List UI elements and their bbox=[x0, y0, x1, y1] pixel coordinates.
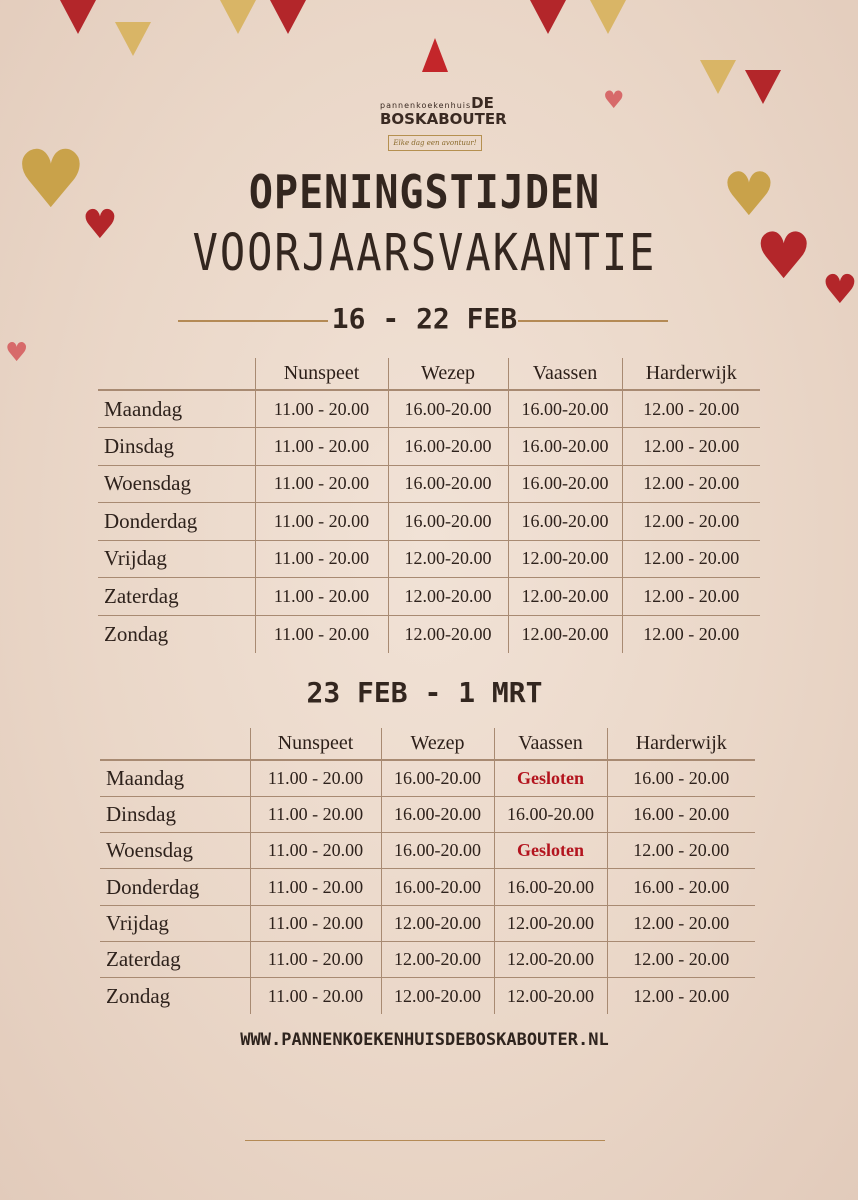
column-header: Vaassen bbox=[494, 728, 607, 760]
hours-cell: 16.00-20.00 bbox=[381, 833, 494, 869]
date-range-1: 16 - 22 FEB bbox=[331, 302, 518, 335]
hours-cell: 12.00-20.00 bbox=[381, 978, 494, 1014]
hours-cell: 16.00-20.00 bbox=[494, 869, 607, 905]
heart-icon: ♥ bbox=[755, 220, 813, 294]
table-row bbox=[98, 615, 760, 653]
hours-cell: 11.00 - 20.00 bbox=[255, 540, 388, 578]
column-header: Harderwijk bbox=[607, 728, 755, 760]
logo-name: BOSKABOUTER bbox=[380, 110, 507, 128]
day-label: Donderdag bbox=[98, 503, 255, 541]
hours-cell: 12.00-20.00 bbox=[388, 578, 508, 616]
header-row bbox=[98, 358, 760, 390]
hours-cell: 12.00 - 20.00 bbox=[622, 390, 760, 428]
table-row bbox=[98, 503, 760, 541]
hours-cell: 12.00-20.00 bbox=[388, 540, 508, 578]
column-header: Nunspeet bbox=[255, 358, 388, 390]
hours-cell: 12.00 - 20.00 bbox=[607, 941, 755, 977]
ornament-divider bbox=[245, 1140, 605, 1141]
heart-icon: ♥ bbox=[822, 267, 858, 313]
bunting-flag bbox=[590, 0, 626, 34]
hours-cell: 12.00 - 20.00 bbox=[622, 503, 760, 541]
hours-cell: 16.00-20.00 bbox=[508, 503, 622, 541]
hours-table-1 bbox=[98, 358, 760, 653]
bunting-flag bbox=[115, 22, 151, 56]
date-range-2: 23 FEB - 1 MRT bbox=[306, 676, 543, 709]
day-label: Maandag bbox=[100, 760, 250, 796]
hours-cell: 11.00 - 20.00 bbox=[250, 796, 381, 832]
bunting-flag bbox=[745, 70, 781, 104]
hours-cell: 11.00 - 20.00 bbox=[255, 465, 388, 503]
hours-cell: 16.00 - 20.00 bbox=[607, 796, 755, 832]
day-label: Zondag bbox=[100, 978, 250, 1014]
hours-cell: 16.00-20.00 bbox=[381, 796, 494, 832]
heart-icon: ♥ bbox=[5, 338, 29, 368]
hours-cell: 16.00-20.00 bbox=[388, 503, 508, 541]
page-subtitle: VOORJAARSVAKANTIE bbox=[192, 223, 657, 282]
hours-cell: 16.00-20.00 bbox=[381, 760, 494, 796]
hours-cell: 16.00-20.00 bbox=[494, 796, 607, 832]
table-row bbox=[98, 465, 760, 503]
corner-cell bbox=[98, 358, 255, 390]
hours-cell: 11.00 - 20.00 bbox=[255, 615, 388, 653]
column-header: Wezep bbox=[381, 728, 494, 760]
day-label: Maandag bbox=[98, 390, 255, 428]
hours-cell: 12.00-20.00 bbox=[508, 540, 622, 578]
hours-cell: 12.00 - 20.00 bbox=[607, 833, 755, 869]
hours-cell: 12.00-20.00 bbox=[494, 941, 607, 977]
hours-cell: 16.00-20.00 bbox=[508, 465, 622, 503]
day-label: Woensdag bbox=[100, 833, 250, 869]
day-label: Vrijdag bbox=[100, 905, 250, 941]
hours-cell: 11.00 - 20.00 bbox=[255, 390, 388, 428]
hours-cell: 12.00-20.00 bbox=[508, 615, 622, 653]
hours-cell: 12.00 - 20.00 bbox=[622, 465, 760, 503]
day-label: Dinsdag bbox=[98, 428, 255, 466]
hours-cell: 11.00 - 20.00 bbox=[250, 760, 381, 796]
hours-cell: Gesloten bbox=[494, 760, 607, 796]
hours-cell: 12.00-20.00 bbox=[508, 578, 622, 616]
hours-table-2 bbox=[100, 728, 755, 1014]
table-row bbox=[98, 578, 760, 616]
table-row bbox=[100, 760, 755, 796]
hours-cell: 12.00-20.00 bbox=[388, 615, 508, 653]
hours-cell: 11.00 - 20.00 bbox=[250, 978, 381, 1014]
bunting-flag bbox=[270, 0, 306, 34]
hours-cell: 11.00 - 20.00 bbox=[255, 503, 388, 541]
hours-cell: 11.00 - 20.00 bbox=[255, 428, 388, 466]
day-label: Zaterdag bbox=[98, 578, 255, 616]
hours-cell: 16.00 - 20.00 bbox=[607, 869, 755, 905]
hours-cell: 16.00-20.00 bbox=[508, 390, 622, 428]
hours-cell: 16.00-20.00 bbox=[388, 428, 508, 466]
table-row bbox=[98, 428, 760, 466]
hours-cell: 12.00 - 20.00 bbox=[622, 578, 760, 616]
day-label: Dinsdag bbox=[100, 796, 250, 832]
hours-cell: 16.00-20.00 bbox=[388, 390, 508, 428]
logo bbox=[380, 38, 507, 151]
gnome-icon bbox=[422, 38, 448, 72]
gold-heart-icon: ♥ bbox=[722, 160, 776, 230]
bunting-flag bbox=[530, 0, 566, 34]
ornament-divider bbox=[518, 320, 668, 322]
website-link[interactable]: WWW.PANNENKOEKENHUISDEBOSKABOUTER.NL bbox=[240, 1030, 609, 1050]
column-header: Harderwijk bbox=[622, 358, 760, 390]
table-row bbox=[100, 833, 755, 869]
day-label: Zaterdag bbox=[100, 941, 250, 977]
hours-cell: 11.00 - 20.00 bbox=[250, 905, 381, 941]
heart-icon: ♥ bbox=[82, 202, 118, 248]
table-row bbox=[100, 869, 755, 905]
heart-icon: ♥ bbox=[603, 86, 625, 114]
hours-cell: 12.00 - 20.00 bbox=[622, 428, 760, 466]
hours-cell: 12.00-20.00 bbox=[494, 978, 607, 1014]
page-title: OPENINGSTIJDEN bbox=[248, 166, 601, 220]
bunting-flag bbox=[60, 0, 96, 34]
hours-cell: Gesloten bbox=[494, 833, 607, 869]
hours-cell: 12.00 - 20.00 bbox=[607, 905, 755, 941]
hours-cell: 12.00-20.00 bbox=[381, 941, 494, 977]
logo-tagline: Elke dag een avontuur! bbox=[388, 135, 482, 151]
table-row bbox=[98, 540, 760, 578]
hours-cell: 16.00-20.00 bbox=[388, 465, 508, 503]
day-label: Donderdag bbox=[100, 869, 250, 905]
hours-cell: 11.00 - 20.00 bbox=[250, 941, 381, 977]
logo-de: DE bbox=[471, 94, 494, 112]
table-row bbox=[98, 390, 760, 428]
table-row bbox=[100, 905, 755, 941]
bunting-flag bbox=[220, 0, 256, 34]
corner-cell bbox=[100, 728, 250, 760]
hours-cell: 12.00-20.00 bbox=[494, 905, 607, 941]
day-label: Woensdag bbox=[98, 465, 255, 503]
table-row bbox=[100, 796, 755, 832]
bunting-flag bbox=[700, 60, 736, 94]
hours-cell: 12.00 - 20.00 bbox=[607, 978, 755, 1014]
gold-heart-icon: ♥ bbox=[15, 133, 87, 226]
hours-cell: 11.00 - 20.00 bbox=[250, 869, 381, 905]
column-header: Vaassen bbox=[508, 358, 622, 390]
hours-cell: 12.00 - 20.00 bbox=[622, 615, 760, 653]
hours-cell: 11.00 - 20.00 bbox=[255, 578, 388, 616]
column-header: Wezep bbox=[388, 358, 508, 390]
hours-cell: 16.00-20.00 bbox=[381, 869, 494, 905]
table-row bbox=[100, 978, 755, 1014]
day-label: Zondag bbox=[98, 615, 255, 653]
hours-cell: 16.00-20.00 bbox=[508, 428, 622, 466]
hours-cell: 11.00 - 20.00 bbox=[250, 833, 381, 869]
table-row bbox=[100, 941, 755, 977]
logo-line1: pannenkoekenhuis bbox=[380, 101, 472, 110]
hours-cell: 12.00-20.00 bbox=[381, 905, 494, 941]
hours-cell: 16.00 - 20.00 bbox=[607, 760, 755, 796]
hours-cell: 12.00 - 20.00 bbox=[622, 540, 760, 578]
column-header: Nunspeet bbox=[250, 728, 381, 760]
day-label: Vrijdag bbox=[98, 540, 255, 578]
header-row bbox=[100, 728, 755, 760]
